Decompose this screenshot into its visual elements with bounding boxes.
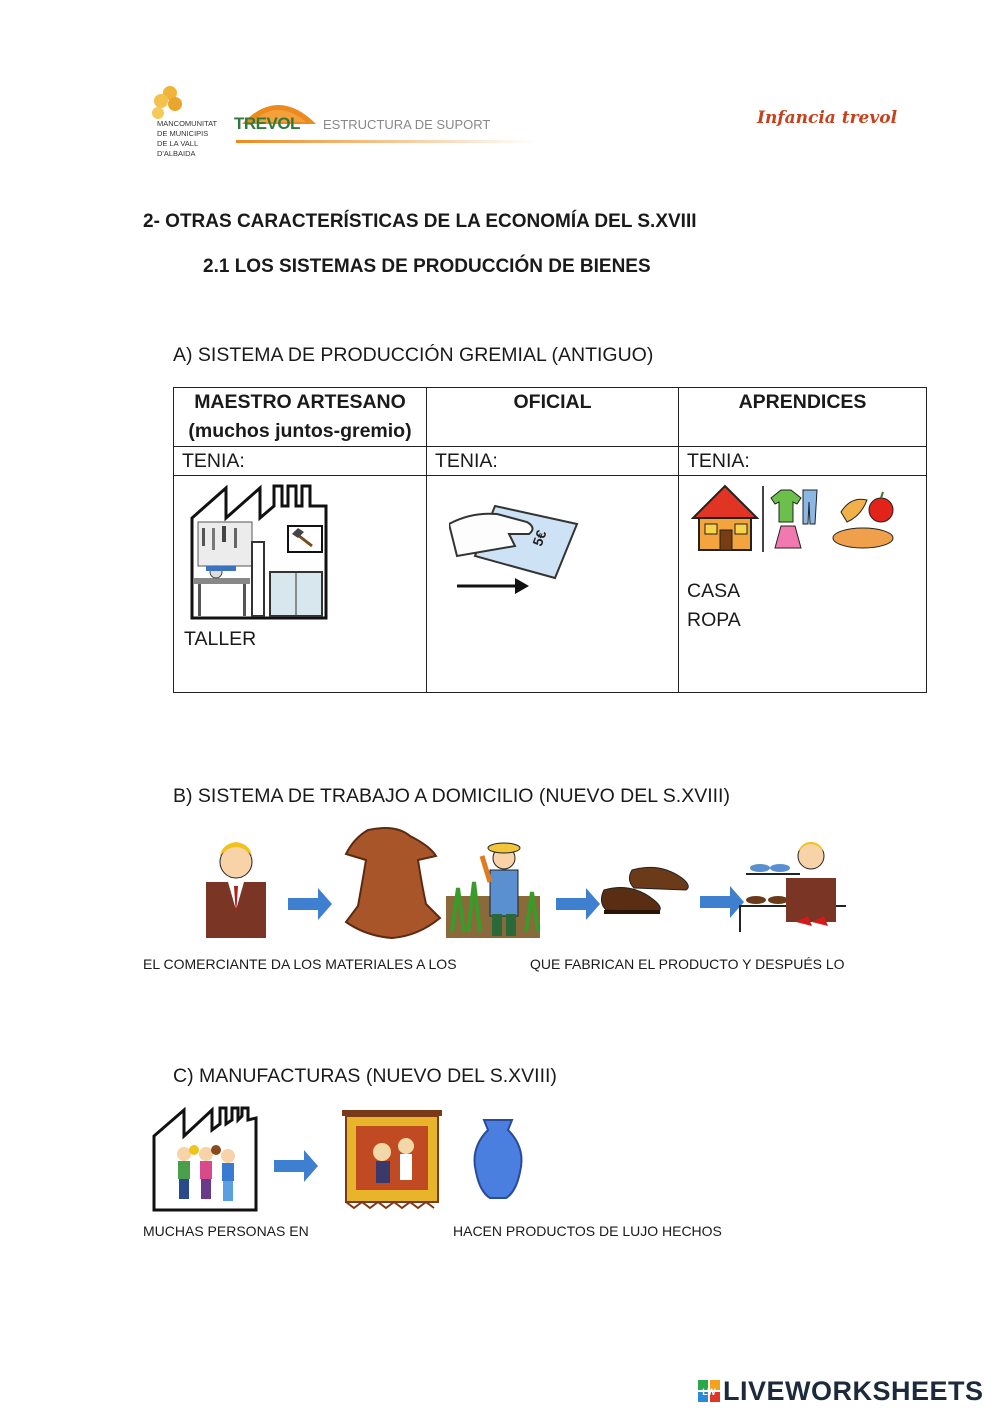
header-cell-oficial: [427, 388, 679, 447]
header-oficial: OFICIAL: [513, 391, 592, 413]
arrow-icon: [700, 886, 744, 918]
section-b-heading: B) SISTEMA DE TRABAJO A DOMICILIO (NUEVO DEL S.XVIII): [173, 785, 730, 807]
manufacture-illustration: [150, 1106, 530, 1214]
house-clothes-food-icon: [691, 482, 899, 554]
merchant-icon: [206, 842, 266, 938]
section-c-caption-left: MUCHAS PERSONAS EN: [143, 1223, 309, 1239]
tenia-maestro: TENIA:: [174, 447, 427, 476]
arrow-icon: [556, 888, 600, 920]
tapestry-icon: [342, 1110, 442, 1208]
trevol-subtitle: ESTRUCTURA DE SUPORT: [323, 117, 491, 132]
table-header-row: [174, 388, 927, 447]
vase-icon: [475, 1120, 522, 1198]
shoes-icon: [601, 867, 688, 914]
header-cell-aprendices: [679, 388, 927, 447]
clothes-icon: [771, 490, 817, 548]
farmer-icon: [446, 843, 540, 938]
header-aprendices: APRENDICES: [738, 391, 867, 413]
infancia-tagline: Infancia trevol: [757, 108, 898, 128]
leather-hide-icon: [346, 828, 440, 938]
table-row: [174, 447, 927, 476]
cell-aprendices-line-2: ROPA: [687, 609, 741, 631]
header-maestro-note: (muchos juntos-gremio): [188, 420, 412, 442]
money-label: 5€: [529, 528, 550, 549]
section-a-heading: A) SISTEMA DE PRODUCCIÓN GREMIAL (ANTIGUO): [173, 344, 654, 366]
cell-aprendices-line-1: CASA: [687, 580, 741, 602]
liveworksheets-brand[interactable]: LIVEWORKSHEETS: [723, 1376, 984, 1406]
section-c-caption-right: HACEN PRODUCTOS DE LUJO HECHOS: [453, 1223, 722, 1239]
org-line-2: DE MUNICIPIS: [157, 129, 209, 138]
arrow-icon: [274, 1150, 318, 1182]
liveworksheets-logo-icon: [698, 1380, 720, 1402]
money-payment-icon: [449, 496, 579, 598]
cell-oficial: [427, 476, 679, 693]
flower-logo-icon: [148, 84, 188, 124]
mancomunitat-logo: [146, 84, 238, 158]
tenia-aprendices: TENIA:: [679, 447, 927, 476]
org-line-3: DE LA VALL D'ALBAIDA: [157, 139, 198, 158]
cell-maestro: [174, 476, 427, 693]
header-maestro: MAESTRO ARTESANO: [194, 391, 406, 413]
house-icon: [693, 486, 757, 550]
food-icon: [833, 492, 893, 548]
workshop-icon: [188, 482, 330, 624]
header-cell-maestro: [174, 388, 427, 447]
trevol-logo: [234, 92, 554, 150]
brand-mark: LW: [702, 1387, 716, 1397]
table-row: [174, 476, 927, 693]
section-b-caption-left: EL COMERCIANTE DA LOS MATERIALES A LOS: [143, 956, 457, 972]
org-line-1: MANCOMUNITAT: [157, 119, 218, 128]
tenia-oficial: TENIA:: [427, 447, 679, 476]
section-c-heading: C) MANUFACTURAS (NUEVO DEL S.XVIII): [173, 1065, 557, 1087]
page-title: 2- OTRAS CARACTERÍSTICAS DE LA ECONOMÍA DEL S.XVIII: [143, 211, 697, 232]
trevol-name: TREVOL: [234, 114, 300, 133]
factory-workers-icon: [154, 1108, 256, 1210]
arrow-icon: [288, 888, 332, 920]
shop-seller-icon: [740, 842, 846, 932]
cell-aprendices: [679, 476, 927, 693]
gremial-table: [173, 387, 927, 693]
cell-maestro-line-1: TALLER: [184, 628, 257, 650]
section-b-caption-right: QUE FABRICAN EL PRODUCTO Y DESPUÉS LO: [530, 956, 845, 972]
page-subtitle: 2.1 LOS SISTEMAS DE PRODUCCIÓN DE BIENES: [203, 256, 651, 277]
putting-out-illustration: [200, 826, 850, 942]
